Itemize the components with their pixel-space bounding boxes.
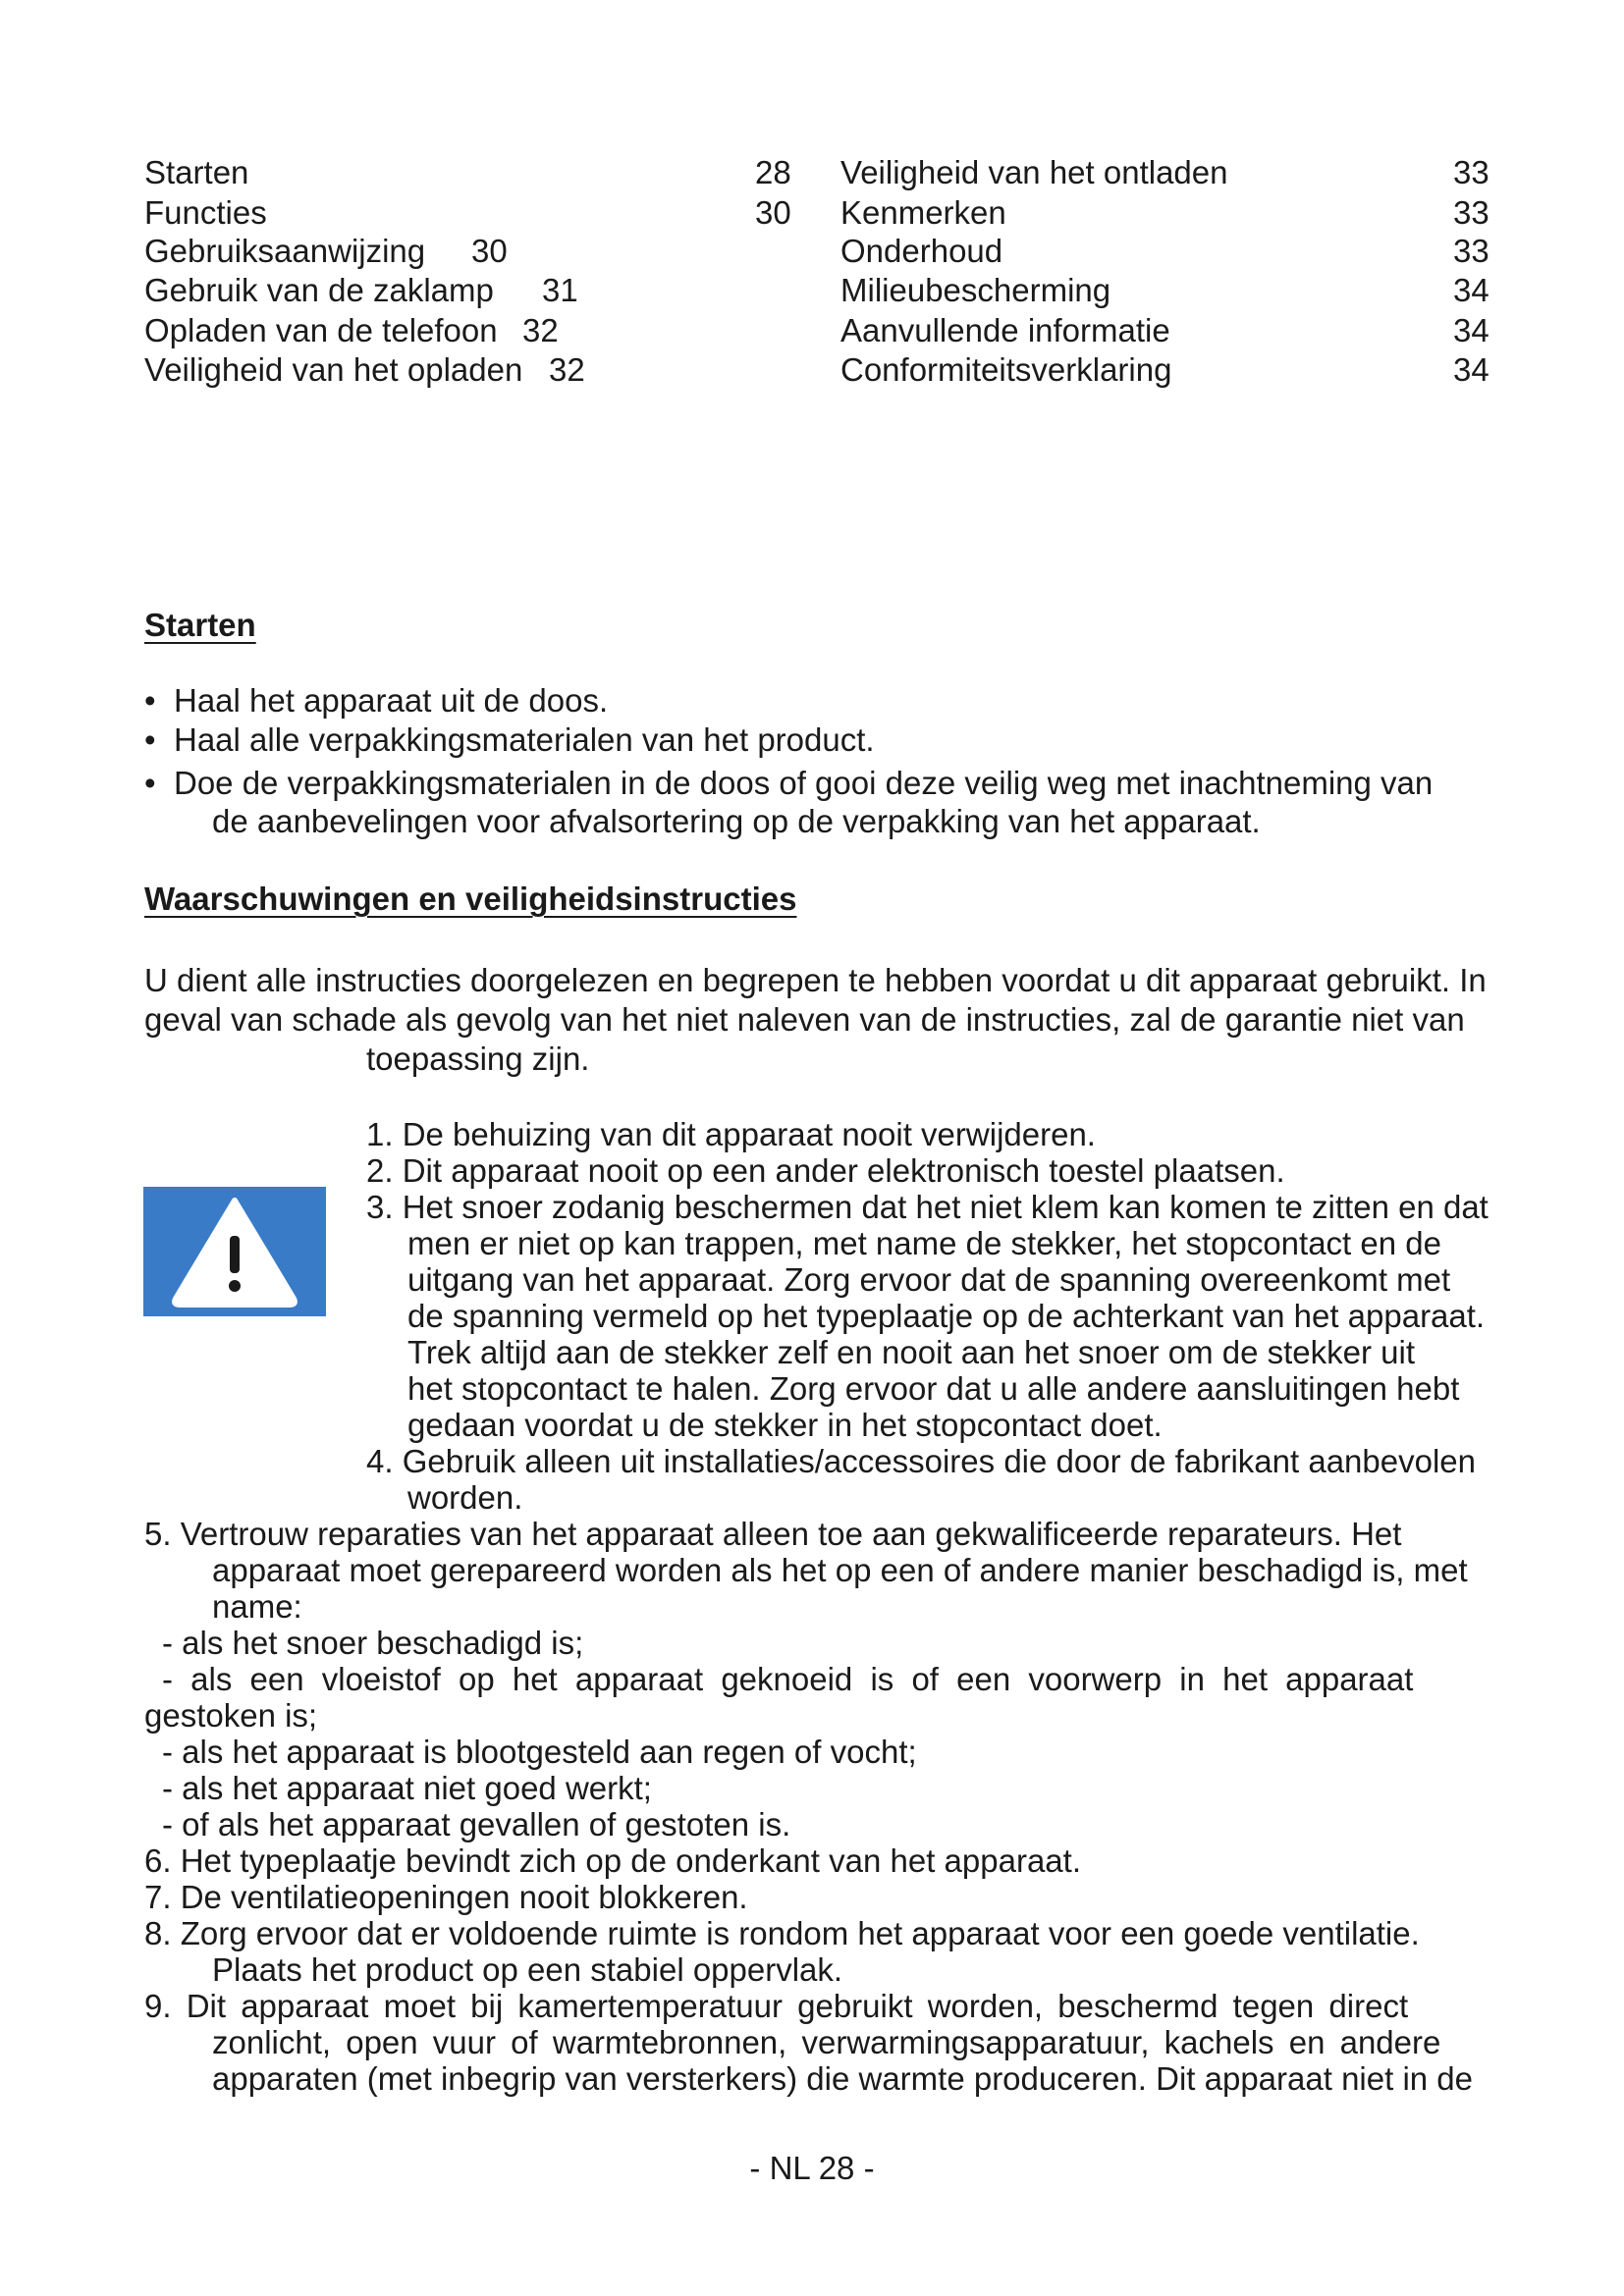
toc-entry-label: Conformiteitsverklaring xyxy=(840,351,1172,388)
instruction-line: zonlicht, open vuur of warmtebronnen, verwarmingsapparatuur, kachels en andere xyxy=(212,2024,1441,2060)
toc-entry-label: Gebruiksaanwijzing xyxy=(144,233,426,269)
bullet-continuation: de aanbevelingen voor afvalsortering op de verpakking van het apparaat. xyxy=(212,803,1261,839)
instruction-line: 1. De behuizing van dit apparaat nooit verwijderen. xyxy=(366,1116,1096,1152)
toc-entry-label: Opladen van de telefoon xyxy=(144,312,498,348)
toc-entry-label: Milieubescherming xyxy=(840,272,1111,308)
toc-entry-page: 33 xyxy=(1453,194,1489,231)
toc-entry-page: 34 xyxy=(1453,351,1489,388)
instruction-line: gestoken is; xyxy=(144,1697,318,1734)
toc-entry-page: 32 xyxy=(522,312,559,348)
instruction-line: name: xyxy=(212,1588,302,1625)
toc-entry-page: 33 xyxy=(1453,233,1489,269)
instruction-line: 7. De ventilatieopeningen nooit blokkeren. xyxy=(144,1879,748,1915)
warning-triangle-svg xyxy=(143,1187,326,1316)
toc-entry-page: 34 xyxy=(1453,272,1489,308)
toc-entry-page: 34 xyxy=(1453,312,1489,348)
instruction-line: men er niet op kan trappen, met name de stekker, het stopcontact en de xyxy=(407,1225,1441,1261)
section-heading-warnings: Waarschuwingen en veiligheidsinstructies xyxy=(144,881,797,917)
instruction-line: apparaat moet gerepareerd worden als het op een of andere manier beschadigd is, met xyxy=(212,1552,1468,1588)
toc-entry-label: Aanvullende informatie xyxy=(840,312,1170,348)
instruction-line: 9. Dit apparaat moet bij kamertemperatuur gebruikt worden, beschermd tegen direct xyxy=(144,1988,1409,2024)
instruction-line: - als het snoer beschadigd is; xyxy=(162,1625,584,1661)
toc-entry-page: 30 xyxy=(755,194,791,231)
instruction-line: gedaan voordat u de stekker in het stopcontact doet. xyxy=(407,1407,1163,1443)
toc-entry-label: Gebruik van de zaklamp xyxy=(144,272,494,308)
instruction-line: uitgang van het apparaat. Zorg ervoor dat de spanning overeenkomt met xyxy=(407,1261,1451,1298)
toc-entry-label: Starten xyxy=(144,154,249,190)
section-heading-starten: Starten xyxy=(144,607,256,643)
toc-entry-page: 33 xyxy=(1453,154,1489,190)
instruction-line: worden. xyxy=(407,1479,523,1516)
toc-entry-page: 28 xyxy=(755,154,791,190)
toc-entry-page: 31 xyxy=(542,272,578,308)
instruction-line: de spanning vermeld op het typeplaatje op de achterkant van het apparaat. xyxy=(407,1298,1486,1334)
instruction-line: apparaten (met inbegrip van versterkers) die warmte produceren. Dit apparaat niet in de xyxy=(212,2060,1474,2097)
toc-entry-label: Kenmerken xyxy=(840,194,1006,231)
warning-triangle-icon xyxy=(143,1187,326,1316)
instruction-line: 6. Het typeplaatje bevindt zich op de onderkant van het apparaat. xyxy=(144,1842,1081,1879)
instruction-line: - als het apparaat is blootgesteld aan regen of vocht; xyxy=(162,1734,917,1770)
bullet-dot: • xyxy=(144,721,156,758)
bullet-text: Haal alle verpakkingsmaterialen van het product. xyxy=(174,721,875,758)
toc-entry-page: 32 xyxy=(549,351,585,388)
instruction-line: - als een vloeistof op het apparaat geknoeid is of een voorwerp in het apparaat xyxy=(162,1661,1414,1697)
intro-line: U dient alle instructies doorgelezen en begrepen te hebben voordat u dit apparaat gebruikt. In xyxy=(144,962,1487,998)
instruction-line: 4. Gebruik alleen uit installaties/accessoires die door de fabrikant aanbevolen xyxy=(366,1443,1477,1479)
instruction-line: 2. Dit apparaat nooit op een ander elektronisch toestel plaatsen. xyxy=(366,1152,1285,1189)
instruction-line: Plaats het product op een stabiel oppervlak. xyxy=(212,1951,843,1988)
instruction-line: Trek altijd aan de stekker zelf en nooit aan het snoer om de stekker uit xyxy=(407,1334,1415,1370)
instruction-line: 3. Het snoer zodanig beschermen dat het niet klem kan komen te zitten en dat xyxy=(366,1189,1489,1225)
intro-line: geval van schade als gevolg van het niet naleven van de instructies, zal de garantie niet van xyxy=(144,1001,1465,1038)
toc-entry-label: Onderhoud xyxy=(840,233,1003,269)
toc-entry-label: Veiligheid van het opladen xyxy=(144,351,523,388)
instruction-line: - als het apparaat niet goed werkt; xyxy=(162,1770,652,1806)
page-number: - NL 28 - xyxy=(749,2150,875,2186)
intro-line: toepassing zijn. xyxy=(366,1041,590,1077)
instruction-line: 8. Zorg ervoor dat er voldoende ruimte is rondom het apparaat voor een goede ventilatie. xyxy=(144,1915,1420,1951)
bullet-text: Doe de verpakkingsmaterialen in de doos of gooi deze veilig weg met inachtneming van xyxy=(174,765,1434,801)
toc-entry-label: Functies xyxy=(144,194,267,231)
bullet-dot: • xyxy=(144,765,156,801)
toc-entry-label: Veiligheid van het ontladen xyxy=(840,154,1228,190)
instruction-line: - of als het apparaat gevallen of gestoten is. xyxy=(162,1806,791,1842)
instruction-line: het stopcontact te halen. Zorg ervoor dat u alle andere aansluitingen hebt xyxy=(407,1370,1460,1407)
bullet-dot: • xyxy=(144,682,156,719)
bullet-text: Haal het apparaat uit de doos. xyxy=(174,682,609,719)
toc-entry-page: 30 xyxy=(471,233,508,269)
instruction-line: 5. Vertrouw reparaties van het apparaat alleen toe aan gekwalificeerde reparateurs. Het xyxy=(144,1516,1402,1552)
